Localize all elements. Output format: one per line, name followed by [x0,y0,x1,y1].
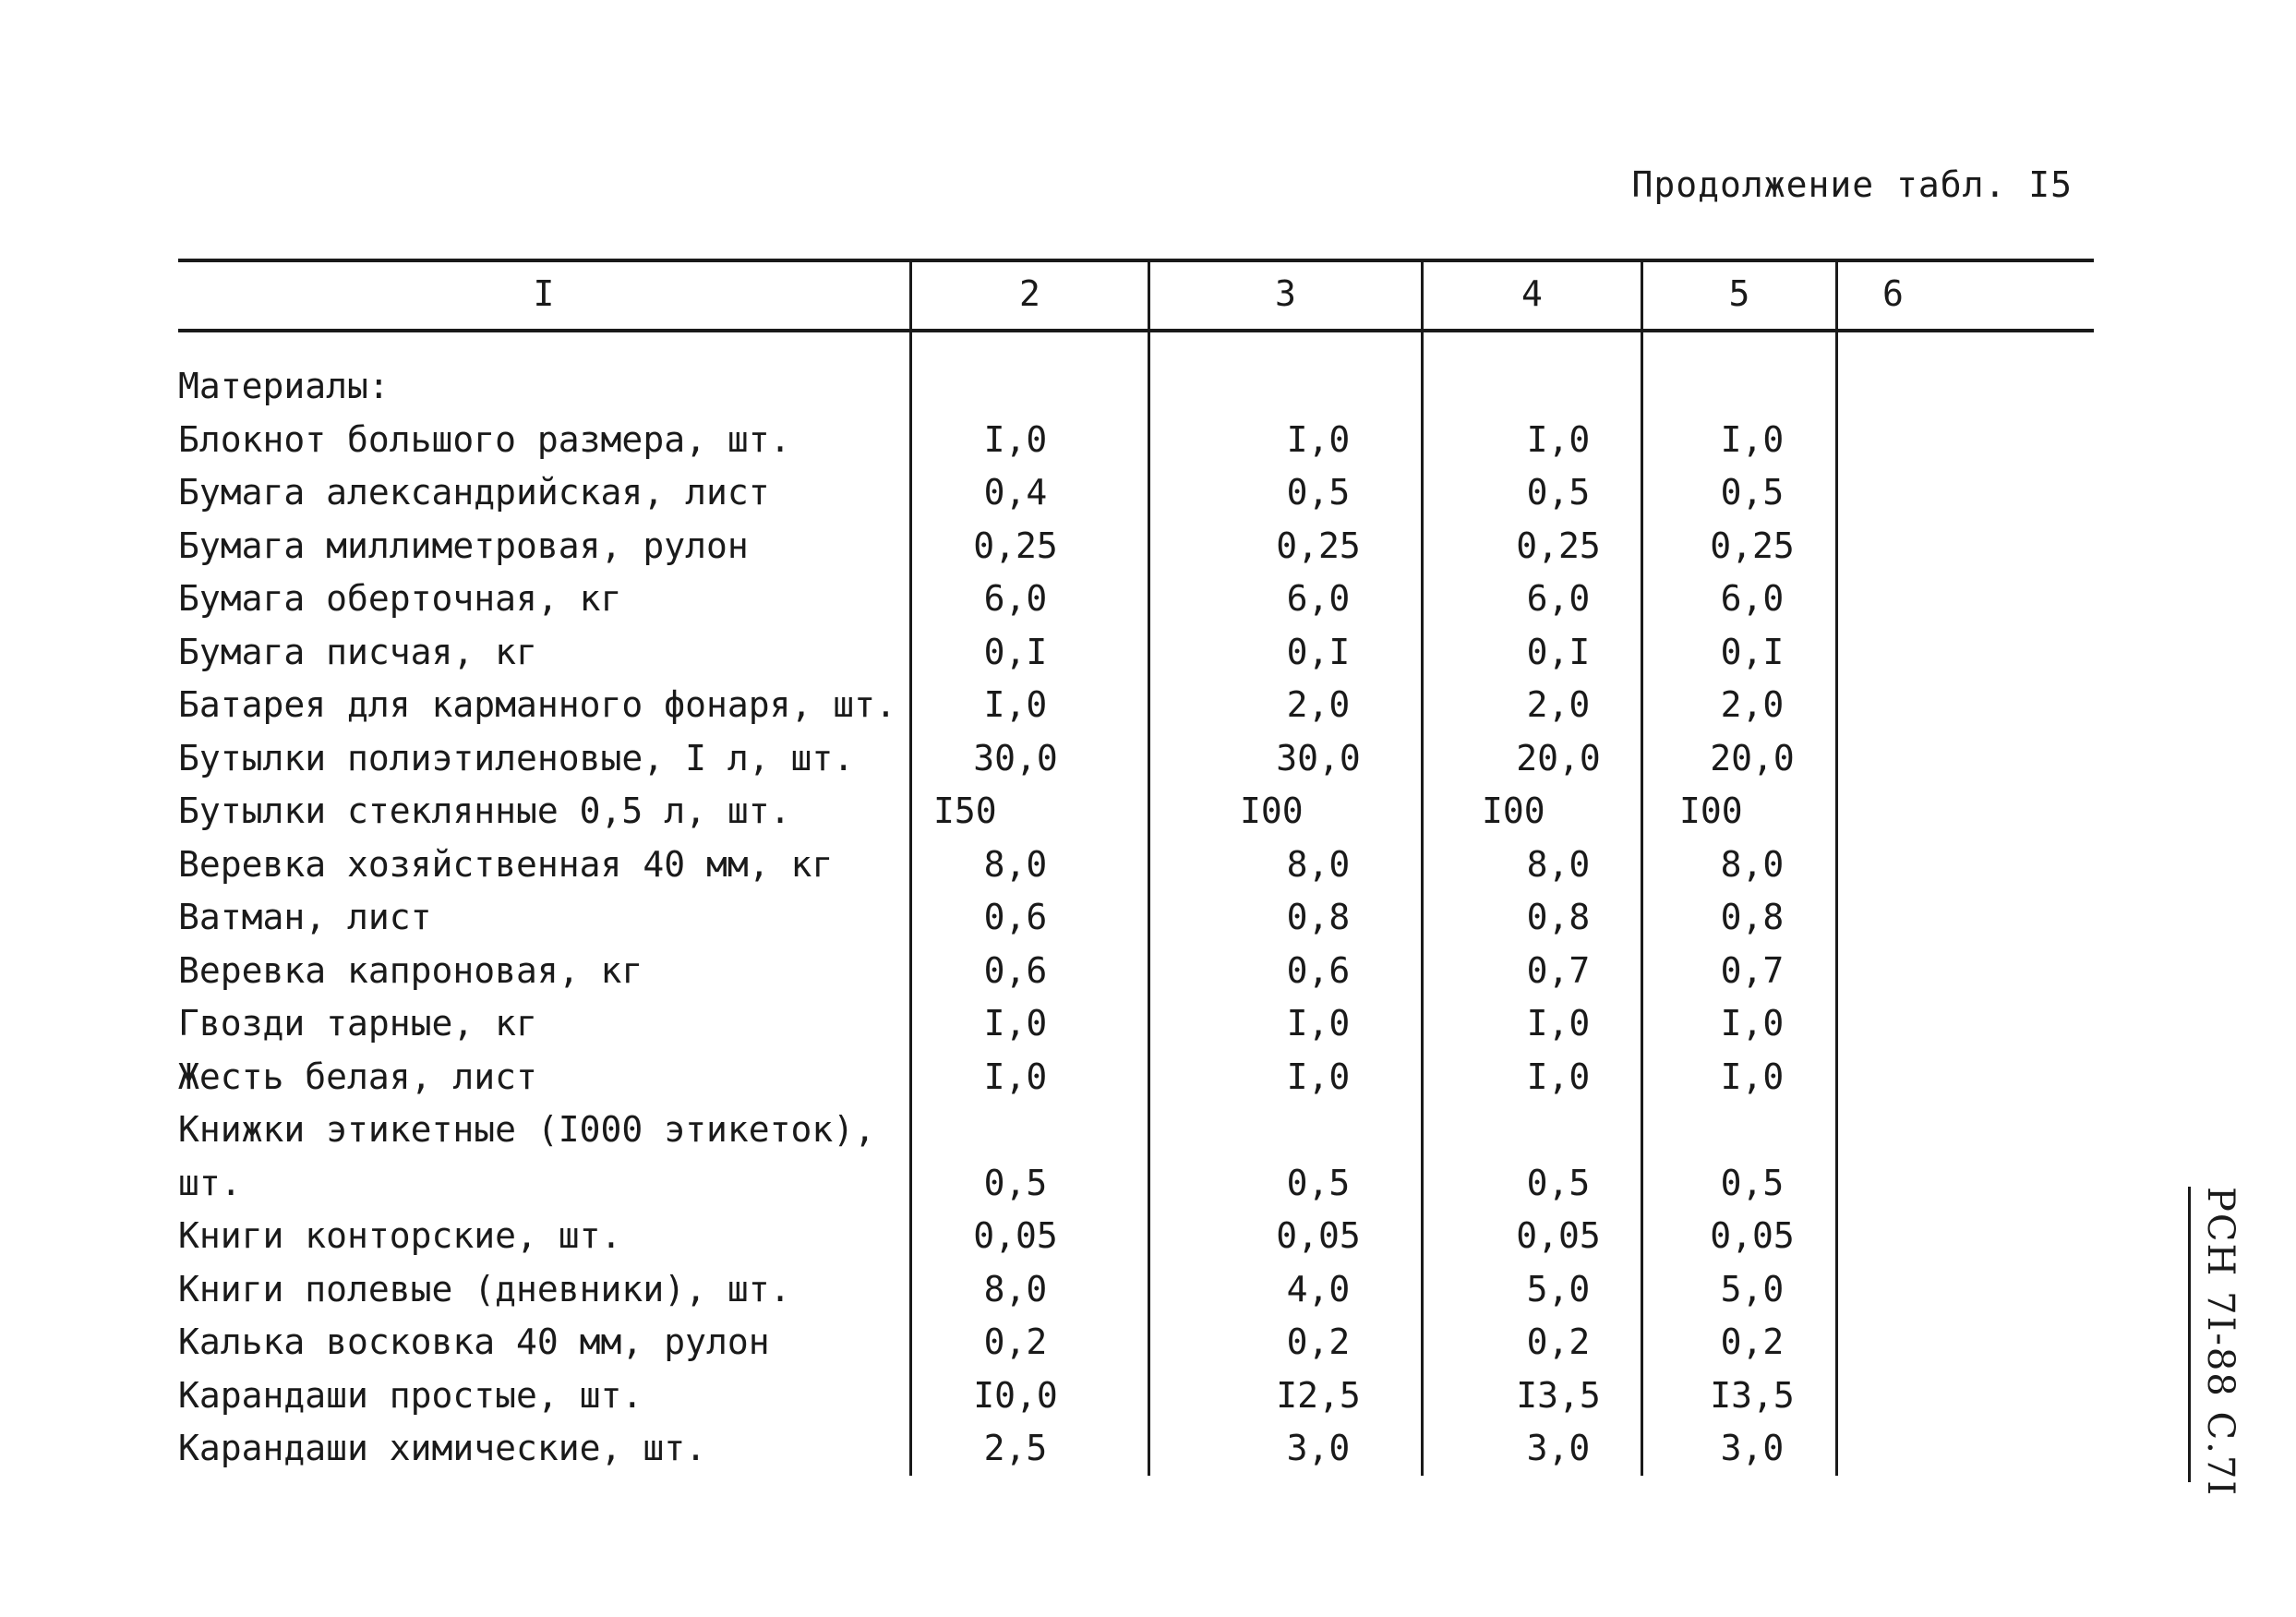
value-col-3: 4,0 [1286,1268,1351,1309]
table-row [178,414,2094,467]
value-col-3: 0,5 [1286,472,1351,513]
value-col-4: 0,I [1526,631,1591,672]
value-col-5: I,0 [1720,1056,1785,1097]
table-caption: Продолжение табл. I5 [1631,164,2073,205]
material-name: Бумага александрийская, лист [178,472,770,513]
value-col-4: I3,5 [1516,1374,1601,1416]
table-row [178,679,2094,732]
value-col-4: I,0 [1526,418,1591,460]
value-col-4: 5,0 [1526,1268,1591,1309]
material-name: Калька восковка 40 мм, рулон [178,1321,770,1362]
column-header-3: 3 [1275,273,1296,314]
value-col-5: 0,7 [1720,949,1785,991]
material-name: Бумага миллиметровая, рулон [178,525,749,566]
value-col-3: 3,0 [1286,1428,1351,1468]
material-name: Ватман, лист [178,897,432,937]
table-row [178,732,2094,786]
value-col-2: 0,05 [973,1215,1058,1256]
value-col-5: 0,25 [1710,525,1795,566]
table-row [178,520,2094,573]
value-col-2: 30,0 [973,737,1058,778]
value-col-5: 20,0 [1710,737,1795,778]
value-col-2: 8,0 [983,1268,1048,1309]
table-row [178,466,2094,520]
material-name: Бумага оберточная, кг [178,578,622,619]
value-col-4: 0,5 [1526,1162,1591,1203]
value-col-2: I50 [933,790,997,831]
value-col-5: 3,0 [1720,1428,1785,1468]
value-col-2: 0,2 [983,1321,1048,1362]
value-col-2: I,0 [983,1056,1048,1097]
value-col-4: I,0 [1526,1003,1591,1044]
value-col-5: 2,0 [1720,684,1785,725]
value-col-2: 0,4 [983,472,1048,513]
material-name: шт. [178,1162,242,1203]
value-col-4: I,0 [1526,1056,1591,1097]
value-col-4: 0,8 [1526,897,1591,937]
table-row [178,1210,2094,1263]
value-col-5: 6,0 [1720,578,1785,619]
material-name: Гвозди тарные, кг [178,1003,537,1044]
value-col-3: I2,5 [1276,1374,1361,1416]
value-col-3: I,0 [1286,1056,1351,1097]
material-name: Книжки этикетные (I000 этикеток), [178,1109,875,1150]
value-col-3: 8,0 [1286,843,1351,885]
value-col-4: 0,2 [1526,1321,1591,1362]
value-col-5: 0,5 [1720,472,1785,513]
table-row [178,573,2094,626]
table-row [178,997,2094,1051]
material-name: Веревка хозяйственная 40 мм, кг [178,843,834,885]
value-col-4: 3,0 [1526,1428,1591,1468]
material-name: Жесть белая, лист [178,1056,537,1097]
value-col-4: 0,7 [1526,949,1591,991]
material-name: Блокнот большого размера, шт. [178,418,791,460]
value-col-4: 0,25 [1516,525,1601,566]
material-name: Материалы: [178,366,390,406]
value-col-4: 0,05 [1516,1215,1601,1256]
value-col-3: I,0 [1286,1003,1351,1044]
value-col-2: I,0 [983,1003,1048,1044]
column-header-2: 2 [1019,273,1040,314]
table-row [178,1157,2094,1211]
material-name: Бутылки стеклянные 0,5 л, шт. [178,790,791,831]
value-col-4: 8,0 [1526,843,1591,885]
material-name: Бутылки полиэтиленовые, I л, шт. [178,737,855,778]
value-col-5: 0,5 [1720,1162,1785,1203]
value-col-3: 6,0 [1286,578,1351,619]
table-row [178,1051,2094,1104]
value-col-2: 8,0 [983,843,1048,885]
document-code-rule [2188,1187,2191,1482]
value-col-3: 0,25 [1276,525,1361,566]
value-col-5: 0,8 [1720,897,1785,937]
material-name: Карандаши простые, шт. [178,1374,643,1416]
column-header-4: 4 [1521,273,1543,314]
table-row [178,839,2094,892]
value-col-4: 20,0 [1516,737,1601,778]
value-col-5: 0,I [1720,631,1785,672]
material-name: Карандаши химические, шт. [178,1428,706,1468]
table-row [178,945,2094,998]
material-name: Веревка капроновая, кг [178,949,643,991]
value-col-2: I0,0 [973,1374,1058,1416]
value-col-5: 8,0 [1720,843,1785,885]
value-col-3: I00 [1240,790,1304,831]
value-col-2: 0,6 [983,949,1048,991]
value-col-2: 0,I [983,631,1048,672]
value-col-2: 6,0 [983,578,1048,619]
column-header-6: 6 [1882,273,1904,314]
value-col-5: I,0 [1720,418,1785,460]
value-col-4: 0,5 [1526,472,1591,513]
value-col-5: 5,0 [1720,1268,1785,1309]
table-row [178,626,2094,680]
value-col-2: 0,25 [973,525,1058,566]
value-col-3: 0,6 [1286,949,1351,991]
value-col-2: 0,6 [983,897,1048,937]
value-col-2: 2,5 [983,1428,1048,1468]
table-row [178,1104,2094,1157]
document-code [2188,1187,2242,1498]
column-header-1: I [533,273,555,314]
material-name: Книги полевые (дневники), шт. [178,1268,791,1309]
column-header-5: 5 [1728,273,1750,314]
value-col-2: I,0 [983,684,1048,725]
table-row [178,360,2094,414]
value-col-4: I00 [1482,790,1545,831]
material-name: Батарея для карманного фонаря, шт. [178,684,896,725]
value-col-5: 0,05 [1710,1215,1795,1256]
value-col-3: I,0 [1286,418,1351,460]
value-col-3: 0,I [1286,631,1351,672]
value-col-4: 6,0 [1526,578,1591,619]
value-col-3: 2,0 [1286,684,1351,725]
value-col-3: 30,0 [1276,737,1361,778]
material-name: Книги конторские, шт. [178,1215,622,1256]
value-col-5: I,0 [1720,1003,1785,1044]
material-name: Бумага писчая, кг [178,631,537,672]
table-row [178,1263,2094,1317]
value-col-4: 2,0 [1526,684,1591,725]
value-col-3: 0,05 [1276,1215,1361,1256]
value-col-3: 0,2 [1286,1321,1351,1362]
table-row [178,891,2094,945]
table-row [178,1316,2094,1370]
table-body [178,360,2094,1476]
value-col-3: 0,5 [1286,1162,1351,1203]
document-code-label: РСН 7I-88 С.7I [2199,1187,2242,1498]
table-row [178,1370,2094,1423]
value-col-3: 0,8 [1286,897,1351,937]
value-col-5: 0,2 [1720,1321,1785,1362]
table-row [178,1422,2094,1476]
value-col-5: I3,5 [1710,1374,1795,1416]
value-col-5: I00 [1679,790,1743,831]
header-bottom-rule [178,329,2094,332]
table-row [178,785,2094,839]
value-col-2: 0,5 [983,1162,1048,1203]
value-col-2: I,0 [983,418,1048,460]
